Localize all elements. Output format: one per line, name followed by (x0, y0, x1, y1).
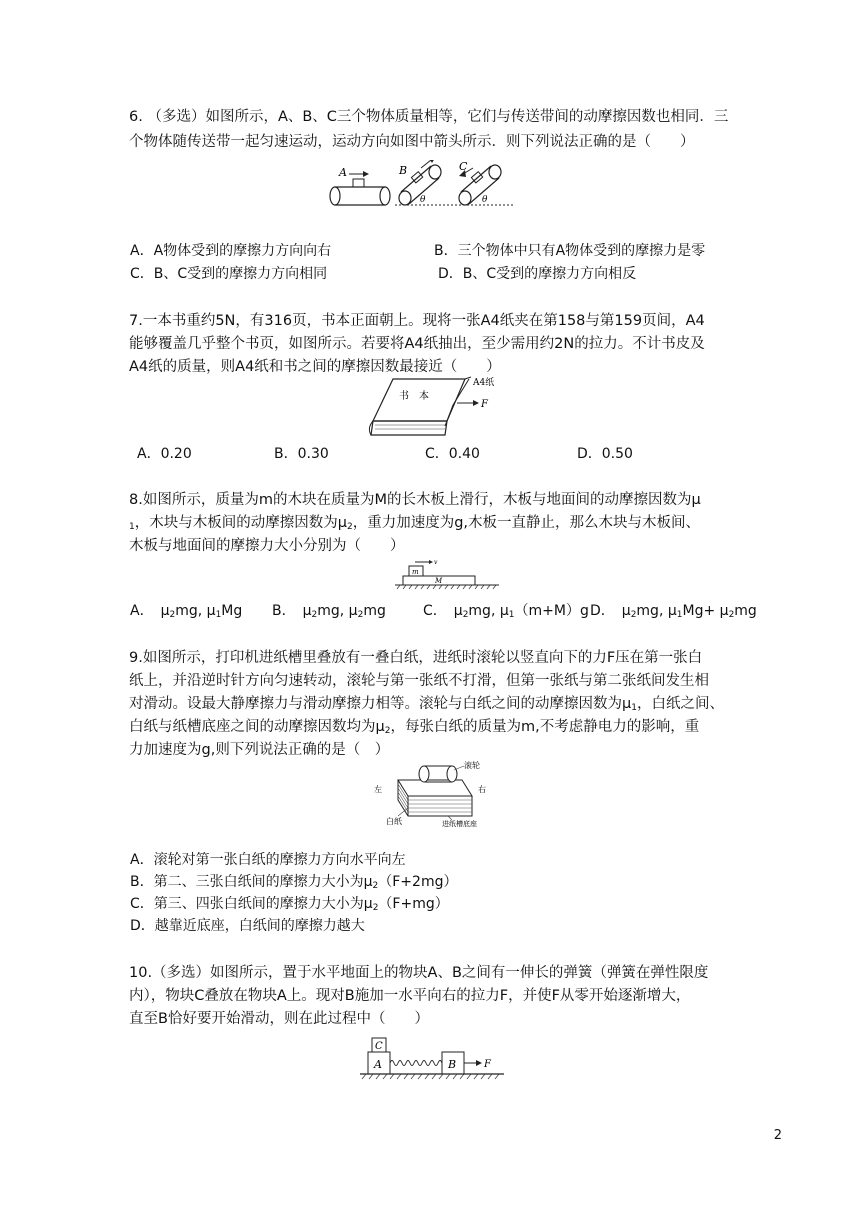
q8-line-2 (129, 512, 700, 535)
q7-line-1: 7.一本书重约5N，有316页，书本正面朝上。现将一张A4纸夹在第158与第159页间，A4 (129, 313, 705, 329)
q10-line-1: 10.（多选）如图所示，置于水平地面上的物块A、B之间有一伸长的弹簧（弹簧在弹性限度 (129, 965, 709, 981)
q6-option-a: A．A物体受到的摩擦力方向向右 (130, 243, 332, 259)
q10-line-3: 直至B恰好要开始滑动，则在此过程中（ ） (129, 1011, 429, 1027)
q8-board-figure (393, 558, 503, 594)
q8-line-1: 8.如图所示，质量为m的木块在质量为M的长木板上滑行，木板与地面间的动摩擦因数为μ (129, 492, 701, 508)
q7-option-a: A．0.20 (137, 446, 192, 462)
q9-line-3: 对滑动。设最大静摩擦力与滑动摩擦力相等。滚轮与白纸之间的动摩擦因数为$\mu_1$，白纸之间、 (129, 696, 724, 713)
q8-sub-2: 2 (346, 522, 353, 532)
q8-line-2-b: ，木块与木板间的动摩擦因数为μ (134, 515, 347, 531)
q7-book-figure (365, 373, 495, 443)
q10-line-2: 内），物块C叠放在物块A上。现对B施加一水平向右的拉力F，并使F从零开始逐渐增大， (129, 988, 691, 1004)
q6-option-b: B．三个物体中只有A物体受到的摩擦力是零 (434, 243, 706, 259)
q9-line-1: 9.如图所示，打印机进纸槽里叠放有一叠白纸，进纸时滚轮以竖直向下的力F压在第一张白 (129, 650, 703, 666)
q8-option-d: D． $\mu_2mg$, $\mu_1Mg+ \mu_2mg$ (590, 603, 757, 620)
page-number: 2 (773, 1128, 782, 1143)
q8-line-2-d: ，重力加速度为g,木板一直静止，那么木块与木板间、 (352, 515, 701, 531)
q7-book-label: 书 本 (399, 391, 429, 402)
q10-label-c: C (375, 1041, 383, 1052)
q6-line-1: 6. （多选）如图所示，A、B、C三个物体质量相等，它们与传送带间的动摩擦因数也相同．三 (129, 109, 729, 125)
q10-label-b: B (448, 1058, 457, 1071)
q9-option-c: C．第三、四张白纸间的摩擦力大小为$\mu_2(F+mg)$ (130, 896, 449, 913)
q9-line-4: 白纸与纸槽底座之间的动摩擦因数均为$\mu_2$，每张白纸的质量为m,不考虑静电力的影响，重 (129, 719, 700, 736)
q9-line-2: 纸上，并沿逆时针方向匀速转动，滚轮与第一张纸不打滑，但第一张纸与第二张纸间发生相 (129, 673, 709, 689)
q6-line-2: 个物体随传送带一起匀速运动，运动方向如图中箭头所示．则下列说法正确的是（ ） (129, 134, 695, 150)
q9-printer-figure (368, 758, 498, 828)
q9-right-label: 右 (478, 785, 486, 794)
q6-label-c: C (459, 160, 468, 173)
q7-option-d: D．0.50 (577, 446, 633, 462)
q8-option-c: C． $\mu_2mg$, $\mu_1(m+M)g$ (423, 603, 589, 620)
q10-label-a: A (374, 1058, 382, 1071)
q7-force-label: F (481, 399, 488, 410)
q6-option-d: D．B、C受到的摩擦力方向相反 (438, 266, 637, 282)
q7-line-3: A4纸的质量，则A4纸和书之间的摩擦因数最接近（ ） (129, 359, 501, 375)
q6-label-theta-1: θ (420, 195, 426, 205)
q8-label-M: M (435, 577, 443, 585)
q6-label-b: B (399, 164, 408, 177)
q8-line-3: 木板与地面间的摩擦力大小分别为（ ） (129, 538, 405, 554)
q6-conveyor-figure (325, 160, 520, 210)
q9-base-label: 进纸槽底座 (442, 820, 477, 828)
q6-option-c: C．B、C受到的摩擦力方向相同 (130, 266, 328, 282)
q8-sub-1: 1 (129, 522, 135, 532)
q7-line-2: 能够覆盖几乎整个书页，如图所示。若要将A4纸抽出，至少需用约2N的拉力。不计书皮及 (129, 336, 705, 352)
q8-option-b: B． $\mu_2mg$, $\mu_2mg$ (272, 603, 386, 620)
q9-roller-label: 滚轮 (464, 761, 480, 770)
q9-option-d: D．越靠近底座，白纸间的摩擦力越大 (130, 918, 365, 934)
q7-option-b: B．0.30 (274, 446, 329, 462)
q7-paper-label: A4纸 (473, 378, 495, 388)
q9-option-a: A．滚轮对第一张白纸的摩擦力方向水平向左 (130, 852, 406, 868)
q8-label-m: m (412, 568, 419, 576)
q10-spring-figure (358, 1034, 508, 1084)
q9-option-b: B．第二、三张白纸间的摩擦力大小为$\mu_2(F+2mg)$ (130, 874, 458, 891)
q9-left-label: 左 (374, 785, 382, 794)
q8-label-v: v (434, 559, 438, 566)
q6-label-theta-2: θ (482, 195, 488, 205)
q9-paper-label: 白纸 (386, 817, 402, 826)
q6-label-a: A (339, 166, 347, 179)
q10-label-f: F (484, 1059, 491, 1070)
q9-line-5: 力加速度为g,则下列说法正确的是（ ） (129, 742, 390, 758)
q7-option-c: C．0.40 (425, 446, 480, 462)
q8-option-a: A． $\mu_2mg$, $\mu_1Mg$ (130, 603, 243, 620)
